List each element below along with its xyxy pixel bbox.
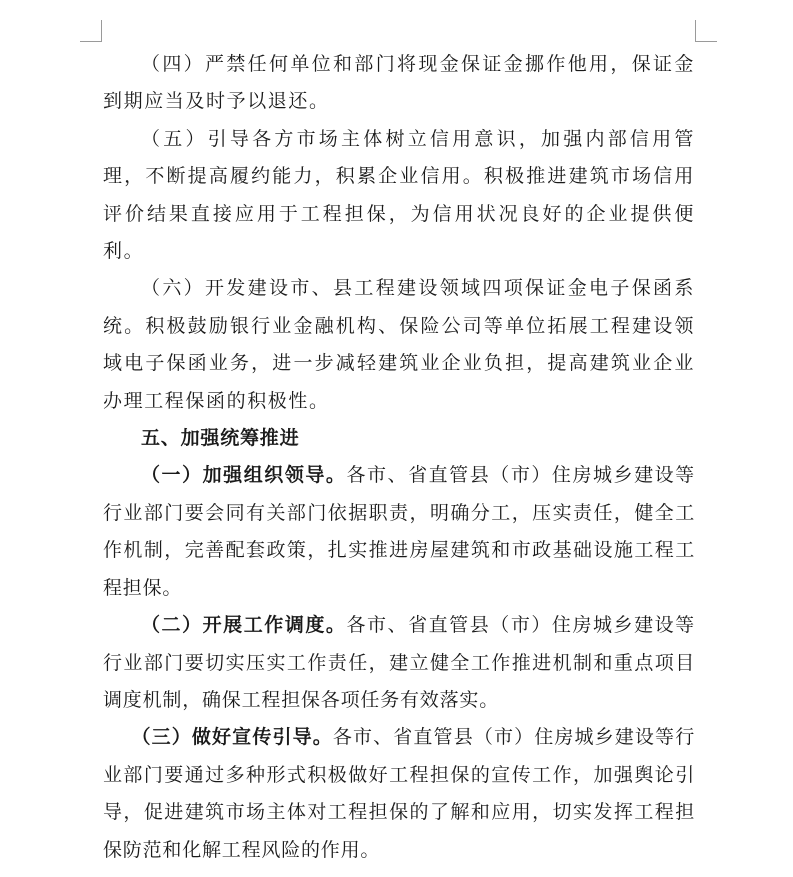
paragraph-item-two <box>103 607 695 719</box>
document-body <box>103 46 695 869</box>
paragraph-lead: （三）做好宣传引导。 <box>131 726 333 749</box>
paragraph-text: 各市、省直管县（市）住房城乡建设等行业部门要通过多种形式积极做好工程担保的宣传工作，加强舆论引导，促进建筑市场主体对工程担保的了解和应用，切实发挥工程担保防范和化解工程风险的作用。 <box>103 726 695 861</box>
paragraph-item-five <box>103 121 695 271</box>
crop-mark-top-left <box>80 20 102 42</box>
paragraph-text: （六）开发建设市、县工程建设领域四项保证金电子保函系统。积极鼓励银行业金融机构、保险公司等单位拓展工程建设领域电子保函业务，进一步减轻建筑业企业负担，提高建筑业企业办理工程保函的积极性。 <box>103 277 695 412</box>
paragraph-lead: （二）开展工作调度。 <box>141 614 347 637</box>
paragraph-text: （四）严禁任何单位和部门将现金保证金挪作他用，保证金到期应当及时予以退还。 <box>103 53 695 113</box>
paragraph-lead: （一）加强组织领导。 <box>141 464 347 487</box>
paragraph-text: （五）引导各方市场主体树立信用意识，加强内部信用管理，不断提高履约能力，积累企业信用。积极推进建筑市场信用评价结果直接应用于工程担保，为信用状况良好的企业提供便利。 <box>103 127 695 263</box>
paragraph-text: 各市、省直管县（市）住房城乡建设等行业部门要切实压实工作责任，建立健全工作推进机制和重点项目调度机制，确保工程担保各项任务有效落实。 <box>103 614 695 711</box>
paragraph-item-four <box>103 46 695 121</box>
paragraph-item-one <box>103 457 695 607</box>
paragraph-item-three <box>103 719 695 869</box>
section-heading: 五、加强统筹推进 <box>141 427 300 450</box>
crop-mark-top-right <box>695 20 717 42</box>
paragraph-item-six <box>103 270 695 420</box>
paragraph-text: 各市、省直管县（市）住房城乡建设等行业部门要会同有关部门依据职责，明确分工，压实责任，健全工作机制，完善配套政策，扎实推进房屋建筑和市政基础设施工程工程担保。 <box>103 464 695 599</box>
